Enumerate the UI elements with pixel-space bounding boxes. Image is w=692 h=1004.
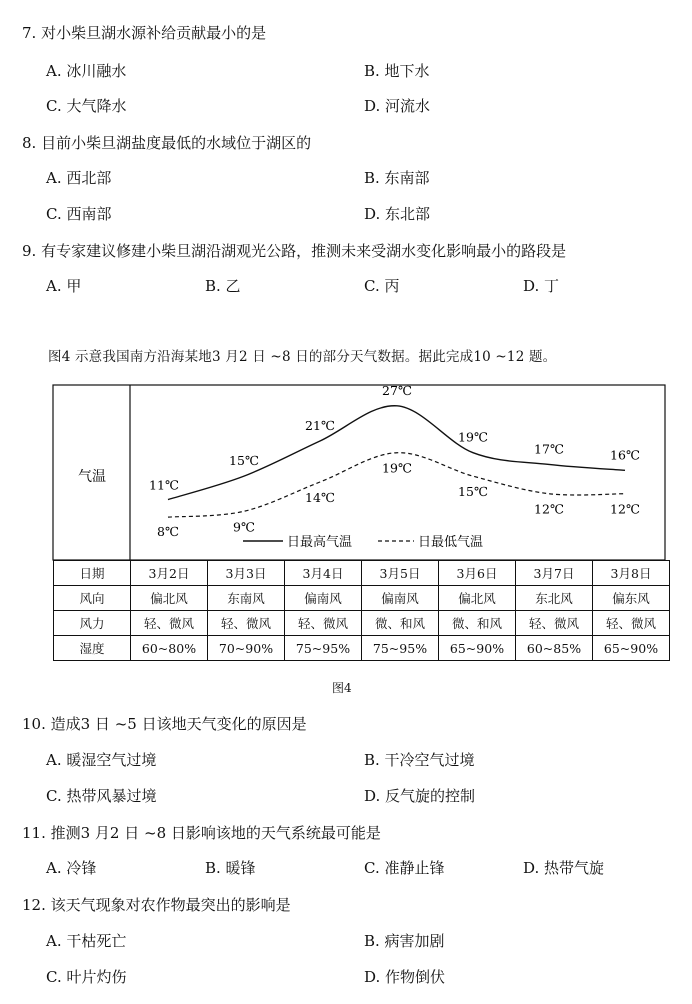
q8-option-a[interactable]: A. 西北部 (46, 169, 112, 187)
table-cell: 60~85% (516, 636, 593, 661)
table-row (54, 611, 670, 636)
table-cell: 3月4日 (285, 561, 362, 586)
q7-option-c[interactable]: C. 大气降水 (46, 97, 127, 115)
table-cell: 轻、微风 (593, 611, 670, 636)
q8-option-d[interactable]: D. 东北部 (364, 205, 431, 223)
q11-option-c[interactable]: C. 准静止锋 (364, 859, 445, 877)
table-cell: 3月3日 (208, 561, 285, 586)
table-row-header: 湿度 (54, 636, 131, 661)
min-temp-label: 8℃ (157, 524, 179, 539)
min-temp-label: 14℃ (305, 490, 335, 505)
chart-legend (243, 534, 483, 550)
q7-option-b[interactable]: B. 地下水 (364, 62, 430, 80)
table-cell: 微、和风 (439, 611, 516, 636)
q7-option-a[interactable]: A. 冰川融水 (46, 62, 127, 80)
question-12-stem: 12. 该天气现象对农作物最突出的影响是 (22, 896, 291, 914)
max-temp-label: 17℃ (534, 441, 564, 457)
table-row (54, 636, 670, 661)
table-cell: 65~90% (439, 636, 516, 661)
table-cell: 轻、微风 (131, 611, 208, 636)
max-temp-label: 16℃ (610, 447, 640, 463)
table-cell: 3月7日 (516, 561, 593, 586)
min-temp-label: 15℃ (458, 484, 488, 500)
q8-option-c[interactable]: C. 西南部 (46, 205, 112, 223)
q7-option-d[interactable]: D. 河流水 (364, 97, 431, 115)
max-temp-label: 27℃ (382, 382, 412, 398)
table-row-header: 风力 (54, 611, 131, 636)
temperature-row-label: 气温 (78, 469, 106, 485)
q9-option-b[interactable]: B. 乙 (205, 277, 241, 295)
q10-option-a[interactable]: A. 暖湿空气过境 (46, 751, 157, 769)
table-cell: 3月5日 (362, 561, 439, 586)
table-cell: 75~95% (285, 636, 362, 661)
table-cell: 东北风 (516, 586, 593, 611)
table-cell: 75~95% (362, 636, 439, 661)
q11-option-d[interactable]: D. 热带气旋 (523, 859, 605, 877)
question-10-stem: 10. 造成3 日 ~5 日该地天气变化的原因是 (22, 715, 307, 733)
chart-frame (53, 382, 665, 560)
table-cell: 3月8日 (593, 561, 670, 586)
table-cell: 3月2日 (131, 561, 208, 586)
q11-option-b[interactable]: B. 暖锋 (205, 859, 256, 877)
max-temp-label: 15℃ (229, 453, 259, 469)
table-cell: 70~90% (208, 636, 285, 661)
legend-min-label: 日最低气温 (418, 535, 484, 550)
table-cell: 偏北风 (439, 586, 516, 611)
q12-option-a[interactable]: A. 干枯死亡 (46, 932, 127, 950)
max-temp-label: 21℃ (305, 418, 335, 433)
table-cell: 轻、微风 (285, 611, 362, 636)
figure-label: 图4 (332, 681, 352, 695)
table-cell: 轻、微风 (516, 611, 593, 636)
max-temp-label: 11℃ (149, 477, 179, 493)
question-11-stem: 11. 推测3 月2 日 ~8 日影响该地的天气系统最可能是 (22, 824, 381, 842)
min-temp-label: 9℃ (233, 519, 255, 535)
weather-table (53, 560, 670, 661)
max-temp-label: 19℃ (458, 429, 488, 445)
table-cell: 偏北风 (131, 586, 208, 611)
q11-option-a[interactable]: A. 冷锋 (46, 859, 97, 877)
table-cell: 微、和风 (362, 611, 439, 636)
q10-option-c[interactable]: C. 热带风暴过境 (46, 787, 157, 805)
question-8-stem: 8. 目前小柴旦湖盐度最低的水域位于湖区的 (22, 134, 312, 152)
q12-option-b[interactable]: B. 病害加剧 (364, 932, 445, 950)
q8-option-b[interactable]: B. 东南部 (364, 169, 430, 187)
min-temp-label: 12℃ (534, 501, 564, 517)
q9-option-a[interactable]: A. 甲 (46, 277, 82, 295)
table-cell: 偏东风 (593, 586, 670, 611)
table-cell: 3月6日 (439, 561, 516, 586)
table-cell: 60~80% (131, 636, 208, 661)
q9-option-c[interactable]: C. 丙 (364, 277, 400, 295)
question-9-stem: 9. 有专家建议修建小柴旦湖沿湖观光公路，推测未来受湖水变化影响最小的路段是 (22, 242, 567, 260)
table-row-header: 日期 (54, 561, 131, 586)
table-cell: 偏南风 (285, 586, 362, 611)
legend-max-label: 日最高气温 (287, 535, 353, 550)
table-row (54, 586, 670, 611)
figure-caption: 图4 示意我国南方沿海某地3 月2 日 ~8 日的部分天气数据。据此完成10 ~12 题。 (48, 349, 557, 365)
q10-option-b[interactable]: B. 干冷空气过境 (364, 751, 475, 769)
table-cell: 偏南风 (362, 586, 439, 611)
table-row (54, 561, 670, 586)
q12-option-d[interactable]: D. 作物倒伏 (364, 968, 446, 986)
q12-option-c[interactable]: C. 叶片灼伤 (46, 968, 127, 986)
q10-option-d[interactable]: D. 反气旋的控制 (364, 787, 476, 805)
table-cell: 东南风 (208, 586, 285, 611)
question-7-stem: 7. 对小柴旦湖水源补给贡献最小的是 (22, 24, 267, 42)
q9-option-d[interactable]: D. 丁 (523, 277, 560, 295)
min-temp-label: 12℃ (610, 501, 640, 517)
table-cell: 轻、微风 (208, 611, 285, 636)
table-row-header: 风向 (54, 586, 131, 611)
min-temp-label: 19℃ (382, 460, 412, 476)
table-cell: 65~90% (593, 636, 670, 661)
